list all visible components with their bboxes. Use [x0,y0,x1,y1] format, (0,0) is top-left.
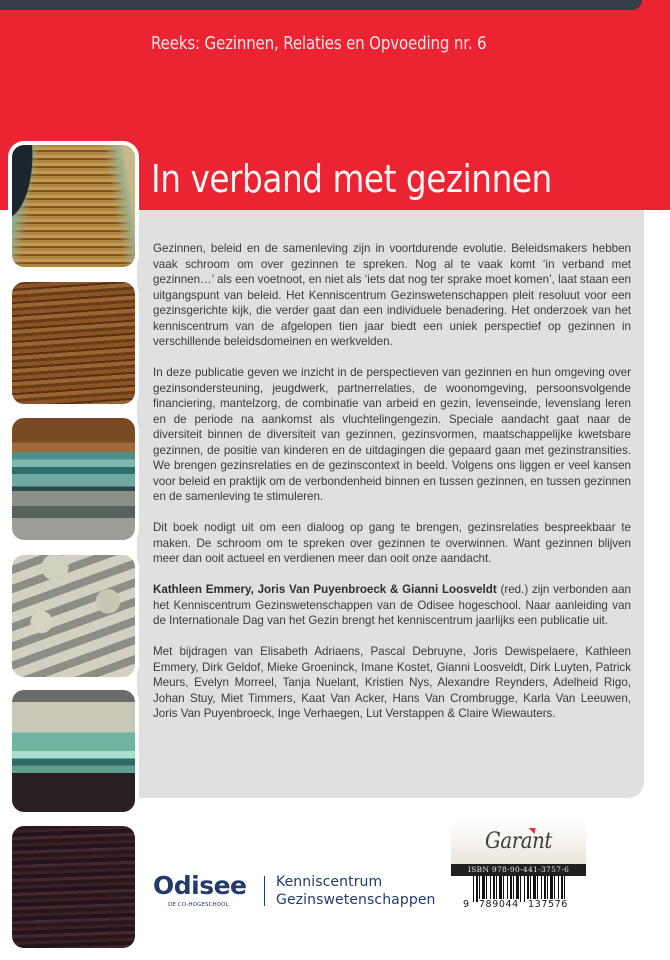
photo-wood-table-with-cup [8,141,139,271]
editors-affiliation: (red.) zijn verbonden aan het Kenniscentrum Gezinswetenschappen van de Odisee hogeschool. Naar aanleiding van de Internationale Dag van het Gezin brengt het kenniscentrum jaarlijks een publicatie uit. [153,583,631,627]
blurb-paragraph-topics: In deze publicatie geven we inzicht in de perspectieven van gezinnen en hun omgeving over gezinsondersteuning, jeugdwerk, partnerrelaties, de woonomgeving, persoonsvolgende financiering, mantelzorg, de combinatie van arbeid en gezin, levenseinde, levenslang leren en de periode na aankomst als vluchtelingengezin. Speciale aandacht gaat naar de diversiteit binnen de diversiteit van gezinnen, gezinsvormen, maatschappelijke kwetsbare gezinnen, de positie van kinderen en de uitdagingen die gepaard gaan met gezinstransities. We brengen gezinsrelaties en de gezinscontext in beeld. Volgens ons liggen er veel kansen voor beleid en praktijk om de verbondenheid binnen en tussen gezinnen, en tussen gezinnen en de samenleving te stimuleren. [153,366,631,503]
blurb-paragraph-intro: Gezinnen, beleid en de samenleving zijn in voortdurende evolutie. Beleidsmakers hebben vaak schroom om over gezinnen te spreken. Nog al te vaak komt ‘in verband met gezinnen…’ als een voetnoot, en niet als ‘iets dat nog ter sprake moet komen’, laat staan een uitgangspunt van beleid. Het Kenniscentrum Gezinswetenschappen pleit resoluut voor een gezinsgerichte kijk, die verder gaat dan een individuele benadering. Het onderzoek van het kenniscentrum van de afgelopen tien jaar biedt een uniek perspectief op gezinnen in verschillende beleidsdomeinen en werkvelden. [153,242,631,348]
odisee-wordmark: Odisee [153,871,247,900]
isbn-label: ISBN 978-90-441-3757-6 [451,864,586,876]
contributors-paragraph: Met bijdragen van Elisabeth Adriaens, Pascal Debruyne, Joris Dewispelaere, Kathleen Emmery, Dirk Geldof, Mieke Groeninck, Imane Kostet, Gianni Loosveldt, Dirk Luyten, Patrick Meurs, Evelyn Morreel, Tanja Nuelant, Kristien Nys, Alexandre Reynders, Adelheid Rigo, Johan Stuy, Miet Timmers, Kaat Van Acker, Hans Van Crombrugge, Karla Van Leeuwen, Joris Van Puyenbroeck, Inge Verhaegen, Lut Verstappen & Claire Wiewauters. [153,645,631,720]
photo-image [12,145,135,267]
blurb-paragraph-invitation: Dit boek nodigt uit om een dialoog op gang te brengen, gezinsrelaties bespreekbaar te maken. De schroom om te spreken over gezinnen te overwinnen. Want gezinnen blijven meer dan ooit actueel en verdienen meer dan ooit onze aandacht. [153,521,631,565]
garant-accent-icon [527,828,535,834]
editors-names: Kathleen Emmery, Joris Van Puyenbroeck & Gianni Loosveldt [153,583,497,596]
photo-image [12,555,135,677]
editors-paragraph [153,582,631,629]
photo-image [12,690,135,812]
top-dark-bar [0,0,642,10]
photo-image [12,418,135,540]
odisee-logo [153,871,253,912]
photo-image [12,282,135,404]
kenniscentrum-line-2: Gezinswetenschappen [276,892,436,908]
barcode-lead-digit: 9 [463,899,470,910]
garant-wordmark: Garant [485,829,552,854]
photo-teal-bench-and-dark-wood [8,686,139,816]
series-label: Reeks: Gezinnen, Relaties en Opvoeding nr. 6 [151,34,487,54]
garant-logo [451,820,586,864]
odisee-tagline: DE CO-HOGESCHOOL [168,902,229,908]
barcode-right-group: 137576 [528,899,568,910]
book-title: In verband met gezinnen [151,157,552,201]
kenniscentrum-line-1: Kenniscentrum [276,874,383,890]
barcode-digits [462,899,582,910]
blurb [153,241,631,722]
barcode-left-group: 789044 [478,899,519,910]
kenniscentrum-name [276,873,436,909]
photo-wood-grain [8,278,139,408]
photo-dark-wood-grain [8,822,139,952]
photo-image [12,826,135,948]
photo-wood-and-teal-bench [8,414,139,544]
logo-divider [264,876,265,906]
photo-family-portrait [8,551,139,681]
